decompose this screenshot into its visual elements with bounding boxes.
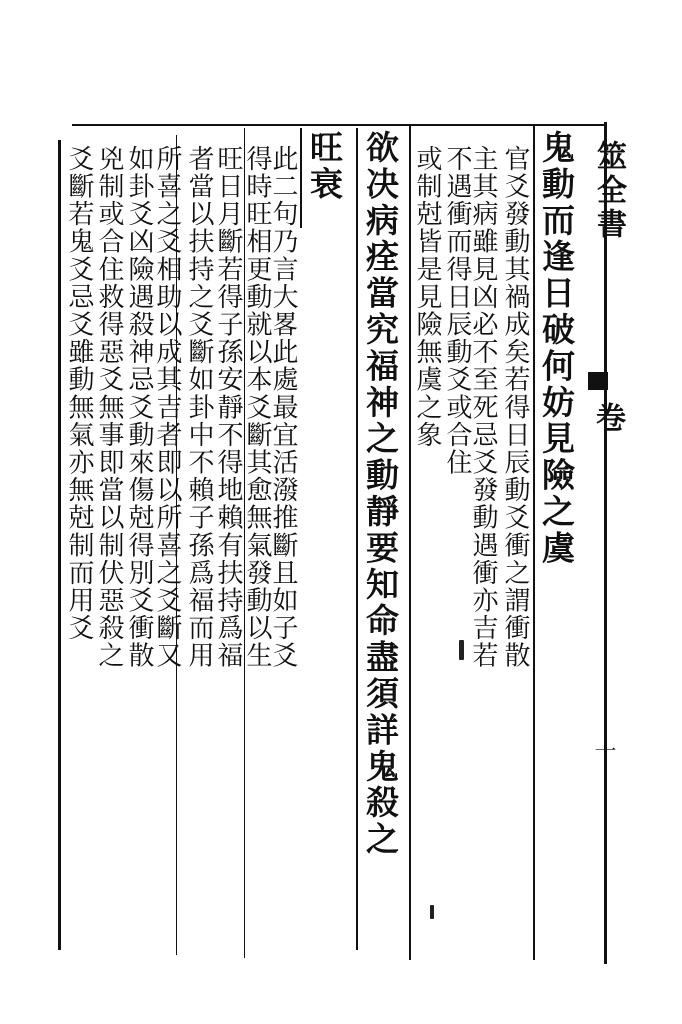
main-text-column: 旺衰 <box>305 130 344 203</box>
commentary-column: 者當以扶持之爻斷如卦中不賴子孫爲福而用 <box>184 145 214 670</box>
commentary-column: 或制尅皆是見險無虞之象 <box>412 145 442 449</box>
commentary-column: 不遇衝而得日辰動爻或合住 <box>442 145 472 477</box>
column-rule <box>409 125 411 960</box>
main-text-column: 欲决病痊當究福神之動靜要知命盡須詳鬼殺之 <box>361 130 400 858</box>
page-top-rule <box>72 124 607 126</box>
column-rule <box>356 128 358 950</box>
main-text-column: 鬼動而逢日破何妨見險之虞 <box>537 130 576 567</box>
folio-number: 十 <box>591 740 616 762</box>
commentary-column: 主其病雖見凶必不至死忌爻發動遇衝亦吉若 <box>468 145 498 670</box>
column-rule <box>300 128 302 228</box>
commentary-column: 此二句乃言大畧此處最宜活潑推斷且如子爻 <box>268 145 298 670</box>
commentary-column: 所喜之爻相助以成其吉者即以所喜之爻斷又 <box>152 145 182 670</box>
ink-speck <box>459 640 464 660</box>
commentary-column: 官爻發動其禍成矣若得日辰動爻衝之謂衝散 <box>500 145 530 670</box>
commentary-column: 爻斷若鬼爻忌爻雖動無氣亦無尅制而用爻 <box>64 145 94 642</box>
column-rule <box>533 125 535 960</box>
margin-rule <box>604 122 607 964</box>
fishtail-mark <box>588 372 608 390</box>
page-left-rule <box>58 140 61 950</box>
commentary-column: 兇制或合住救得惡爻無事即當以制伏惡殺之 <box>94 145 124 670</box>
ink-speck <box>430 905 434 919</box>
commentary-column: 得時旺相更動就以本爻斷其愈無氣發動以生 <box>242 145 272 670</box>
book-title: 筮全書 <box>591 140 626 242</box>
commentary-column: 旺日月斷若得子孫安靜不得地賴有扶持爲福 <box>213 145 243 670</box>
volume-label: 卷 <box>590 402 625 436</box>
commentary-column: 如卦爻凶險遇殺神忌爻動來傷尅得別爻衝散 <box>124 145 154 670</box>
